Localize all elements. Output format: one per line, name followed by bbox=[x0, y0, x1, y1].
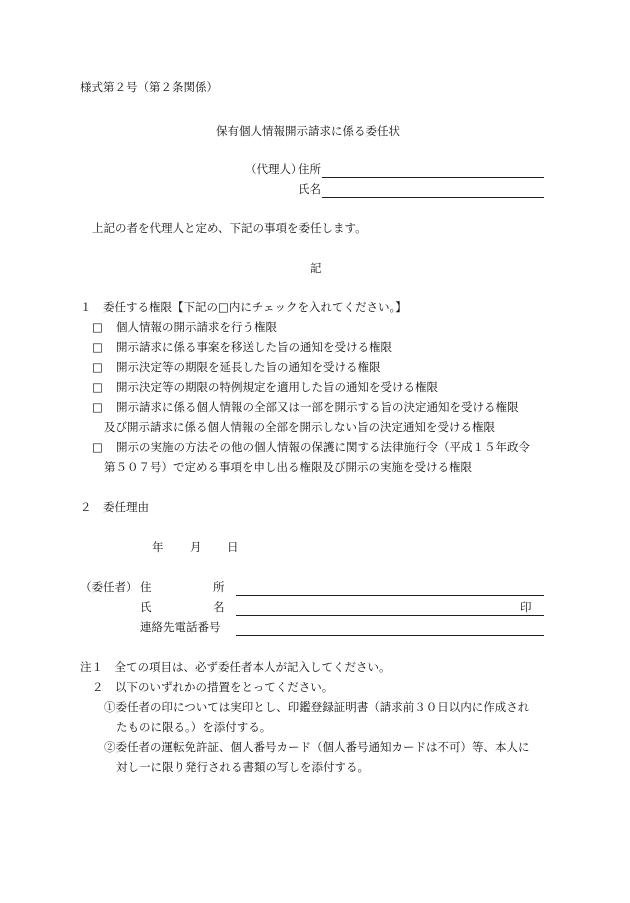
checkbox-1[interactable]: □ bbox=[92, 320, 103, 334]
authority-item-2: 開示請求に係る事案を移送した旨の通知を受ける権限 bbox=[116, 340, 392, 354]
note-2-2-line2: 対し一に限り発行される書類の写しを添付する。 bbox=[116, 760, 369, 774]
section2-heading: ２ 委任理由 bbox=[80, 500, 149, 514]
agent-name-field[interactable] bbox=[322, 197, 544, 198]
note-2-1-line1: ①委任者の印については実印とし、印鑑登録証明書（請求前３０日以内に作成され bbox=[104, 700, 530, 714]
checkbox-4[interactable]: □ bbox=[92, 380, 103, 394]
note-2-1-line2: たものに限る。）を添付する。 bbox=[116, 720, 272, 734]
principal-name-label-b: 名 bbox=[213, 600, 225, 614]
authority-item-5-line1: 開示請求に係る個人情報の全部又は一部を開示する旨の決定通知を受ける権限 bbox=[116, 400, 519, 414]
principal-label: （委任者） bbox=[80, 580, 138, 594]
authority-item-6-line1: 開示の実施の方法その他の個人情報の保護に関する法律施行令（平成１５年政令 bbox=[116, 440, 530, 454]
note-2-2-line1: ②委任者の運転免許証、個人番号カード（個人番号通知カードは不可）等、本人に bbox=[104, 740, 530, 754]
agent-name-label: 氏名 bbox=[298, 182, 321, 196]
principal-phone-field[interactable] bbox=[236, 635, 544, 636]
authority-item-1: 個人情報の開示請求を行う権限 bbox=[116, 320, 277, 334]
agent-address-label: 住所 bbox=[298, 162, 321, 176]
authority-item-5-line2: 及び開示請求に係る個人情報の全部を開示しない旨の決定通知を受ける権限 bbox=[104, 420, 495, 434]
principal-address-label-a: 住 bbox=[140, 580, 152, 594]
principal-address-label-b: 所 bbox=[213, 580, 225, 594]
date-day: 日 bbox=[227, 540, 239, 554]
date-year: 年 bbox=[152, 540, 164, 554]
authority-item-6-line2: 第５０７号）で定める事項を申し出る権限及び開示の実施を受ける権限 bbox=[104, 460, 472, 474]
principal-name-field[interactable] bbox=[236, 615, 544, 616]
form-number: 様式第２号（第２条関係） bbox=[80, 80, 218, 94]
checkbox-5[interactable]: □ bbox=[92, 400, 103, 414]
checkbox-3[interactable]: □ bbox=[92, 360, 103, 374]
authority-item-4: 開示決定等の期限の特例規定を適用した旨の通知を受ける権限 bbox=[116, 380, 438, 394]
checkbox-6[interactable]: □ bbox=[92, 440, 103, 454]
agent-label: （代理人） bbox=[245, 162, 303, 176]
principal-name-label-a: 氏 bbox=[140, 600, 152, 614]
checkbox-2[interactable]: □ bbox=[92, 340, 103, 354]
ki-heading: 記 bbox=[310, 261, 322, 275]
section1-heading: １ 委任する権限【下記の□内にチェックを入れてください。】 bbox=[80, 300, 407, 314]
seal-mark: 印 bbox=[520, 600, 532, 614]
agent-address-field[interactable] bbox=[322, 177, 544, 178]
principal-address-field[interactable] bbox=[236, 595, 544, 596]
principal-phone-label: 連絡先電話番号 bbox=[140, 620, 221, 634]
document-title: 保有個人情報開示請求に係る委任状 bbox=[216, 124, 400, 138]
date-month: 月 bbox=[190, 540, 202, 554]
authority-item-3: 開示決定等の期限を延長した旨の通知を受ける権限 bbox=[116, 360, 381, 374]
intro-text: 上記の者を代理人と定め、下記の事項を委任します。 bbox=[92, 221, 367, 235]
note-2: ２ 以下のいずれかの措置をとってください。 bbox=[92, 680, 334, 694]
note-1: 注１ 全ての項目は、必ず委任者本人が記入してください。 bbox=[80, 660, 391, 674]
